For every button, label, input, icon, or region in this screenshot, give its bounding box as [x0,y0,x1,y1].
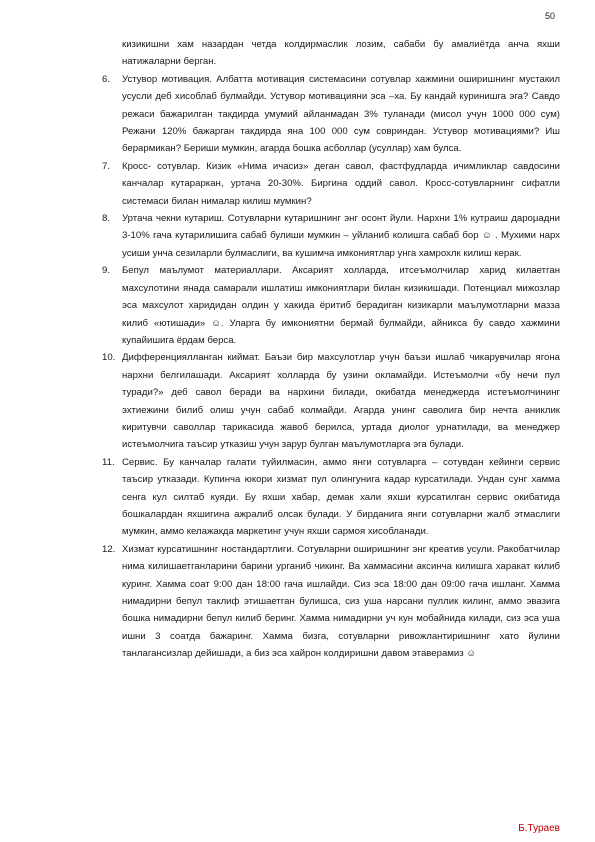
list-item-text: Кросс- сотувлар. Кизик «Нима ичасиз» деган савол, фастфудларда ичимликлар савдосини канчалар кутараркан, уртача 20-30%. Биргина оддий савол. Кросс-сотувларнинг сифатли системаси билан нималар килиш мумкин? [122,160,560,207]
list-item-10 [102,349,560,453]
list-item-number: 9. [102,265,111,277]
list-item-number: 8. [102,213,111,225]
author-signature: Б.Тураев [518,823,560,834]
document-body [102,36,560,663]
list-item-number: 12. [102,543,116,555]
list-item-6 [102,71,560,158]
list-item-text: Дифференциялланган киймат. Баъзи бир махсулотлар учун баъзи ишлаб чикарувчилар ягона нархни белгилашади. Аксарият холларда бу узини окламайди. Истеъмолчи «бу нечи пул туради?» деб савол беради ва нархини билади, окибатда менеджерда истеъмолчининг эхтиежини билиб олиш учун сабаб колмайди. Агарда унинг саволига бир нечта аниклик киритувчи саволлар тарикасида жавоб берилса, уртада диолог урнатилади, ва менеджер истеъмолчига таъсир утказиш учун зарур булган маълумотларга эга булади. [122,352,560,451]
list-item-text: Устувор мотивация. Албатта мотивация системасини сотувлар хажмини оширишнинг мустакил усусли деб хисоблаб булмайди. Устувор мотивацияни эса –ха. Бу кандай куринишга эга? Савдо режаси бажарилган такдирда умумий айланмадан 3% туланади (мисол учун 1000 000 сум) Режани 120% бажарган такдирда яна 100 000 сум совриндан. Устувор мотивациями? Иш берармикан? Бериши мумкин, агарда бошка асболлар (усуллар) хам булса. [122,73,560,155]
list-item-7 [102,158,560,210]
list-item-number: 6. [102,73,111,85]
list-item-text: Сервис. Бу канчалар галати туйилмасин, аммо янги сотувларга – сотувдан кейинги сервис таъсир утказади. Купинча юкори хизмат пул олингунига кадар курсатилади. Ундан сунг хамма сенга кул силтаб куяди. Бу яхши хабар, демак хали яхши курсатилган сервис окибатида бошкалардан яхшигина ажралиб олсак булади. У бирданига янги сотувларни жалб этмаслиги мумкин, аммо келажакда маркетинг учун яхши сармоя хисобланади. [122,456,560,538]
list-item-9 [102,262,560,349]
list-item-text: Хизмат курсатишнинг ностандартлиги. Сотувларни оширишнинг энг креатив усули. Ракобатчилар нима килишаетганларини барини урганиб чикинг. Ва хаммасини аксинча килишга харакат килиб куринг. Хамма соат 9:00 дан 18:00 гача ишлайди. Сиз эса 18:00 дан 09:00 гача ишланг. Хамма нимадирни бепул таклиф этишаетган булишса, сиз уша нарсани пуллик килинг, аммо эвазига бошка нимадирни бепул килиб беринг. Хамма нимадирни уч кун мобайнида килади, сиз эса уша ишни 3 соатда бажаринг. Хамма бизга, сотувларни ривожлантиришнинг хато йулини танлагансизлар дейишади, а биз эса хайрон колдиришни давом этаверамиз ☺ [122,543,560,660]
list-item-text: Бепул маълумот материаллари. Аксарият холларда, итсеъмолчилар харид килаетган махсулотини янада самарали ишлатиш имкониятлари билан кизикишади. Потенциал мижозлар эса махсулот харидидан олдин у хакида ёритиб берадиган кизикарли маълумотларни мазза килиб «ютишади» ☺. Уларга бу имкониятни бермай булмайди, айникса бу савдо хажмини купайишига ёрдам берса. [122,265,560,346]
list-item-number: 7. [102,160,111,172]
list-item-11 [102,454,560,541]
list-item-number: 10. [102,352,116,364]
page-number: 50 [544,11,555,21]
list-item-8 [102,210,560,262]
list-item-number: 11. [102,456,115,468]
list-item-text: Уртача чекни кутариш. Сотувларни кутаришнинг энг осонт йули. Нархни 1% кутраиш дарομадни 3-10% гача кутарилишига сабаб булиши мумкин – уйланиб колишга сабаб бор ☺ . Мухими нарх усиши унча сезиларли булмаслиги, ва кушимча имкониятлар унга хамрохлк килиш керак. [122,213,560,259]
list-item-12 [102,541,560,663]
intro-paragraph: кизикишни хам назардан четда колдирмаслик лозим, сабаби бу амалиётда анча яхши натижаларни берган. [122,39,560,68]
